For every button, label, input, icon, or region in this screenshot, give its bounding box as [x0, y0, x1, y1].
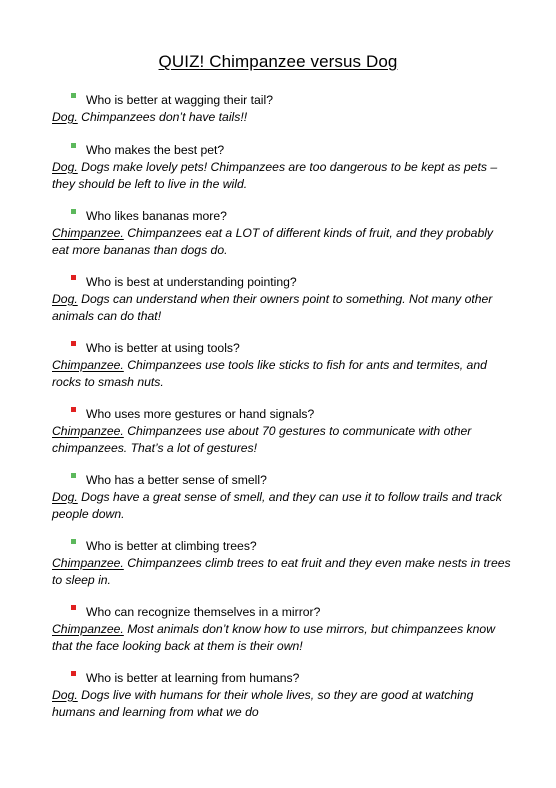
question-text: Who is better at wagging their tail? [86, 93, 273, 107]
answer-text [52, 159, 512, 192]
answer-explanation: Chimpanzees eat a LOT of different kinds of fruit, and they probably eat more bananas than dogs do. [52, 226, 494, 257]
answer-text [52, 555, 512, 588]
question-row [52, 472, 512, 488]
answer-explanation: Dogs can understand when their owners point to something. Not many other animals can do that! [52, 292, 493, 323]
answer-text [52, 423, 512, 456]
answer-label: Dog. [52, 110, 78, 124]
green-square-bullet-icon [71, 93, 76, 98]
answer-text [52, 621, 512, 654]
answer-text [52, 687, 512, 720]
qa-item-3 [52, 208, 512, 258]
qa-item-8 [52, 538, 512, 588]
answer-text [52, 109, 512, 126]
question-text: Who is better at climbing trees? [86, 539, 257, 553]
qa-item-9 [52, 604, 512, 654]
answer-label: Chimpanzee. [52, 622, 124, 636]
question-text: Who is better at learning from humans? [86, 671, 300, 685]
answer-label: Dog. [52, 292, 78, 306]
answer-label: Chimpanzee. [52, 424, 124, 438]
answer-text [52, 291, 512, 324]
red-square-bullet-icon [71, 341, 76, 346]
answer-explanation: Dogs make lovely pets! Chimpanzees are too dangerous to be kept as pets – they should be left to live in the wild. [52, 160, 498, 191]
question-text: Who has a better sense of smell? [86, 473, 267, 487]
green-square-bullet-icon [71, 539, 76, 544]
green-square-bullet-icon [71, 473, 76, 478]
question-text: Who is best at understanding pointing? [86, 275, 297, 289]
answer-label: Chimpanzee. [52, 226, 124, 240]
red-square-bullet-icon [71, 407, 76, 412]
question-text: Who makes the best pet? [86, 143, 225, 157]
answer-label: Dog. [52, 490, 78, 504]
answer-explanation: Most animals don’t know how to use mirrors, but chimpanzees know that the face looking back at them is their own! [52, 622, 496, 653]
answer-label: Dog. [52, 688, 78, 702]
answer-explanation: Chimpanzees climb trees to eat fruit and they even make nests in trees to sleep in. [52, 556, 511, 587]
qa-item-5 [52, 340, 512, 390]
page-title: QUIZ! Chimpanzee versus Dog [158, 52, 398, 71]
answer-label: Dog. [52, 160, 78, 174]
qa-item-7 [52, 472, 512, 522]
answer-explanation: Chimpanzees use tools like sticks to fish for ants and termites, and rocks to smash nuts. [52, 358, 487, 389]
answer-explanation: Chimpanzees don’t have tails!! [77, 110, 248, 124]
question-row [52, 142, 512, 158]
answer-text [52, 225, 512, 258]
answer-explanation: Chimpanzees use about 70 gestures to communicate with other chimpanzees. That’s a lot of gestures! [52, 424, 472, 455]
question-row [52, 274, 512, 290]
question-row [52, 92, 512, 108]
question-text: Who can recognize themselves in a mirror? [86, 605, 321, 619]
answer-text [52, 357, 512, 390]
red-square-bullet-icon [71, 605, 76, 610]
red-square-bullet-icon [71, 275, 76, 280]
question-row [52, 538, 512, 554]
question-text: Who likes bananas more? [86, 209, 227, 223]
qa-item-4 [52, 274, 512, 324]
question-row [52, 340, 512, 356]
question-row [52, 604, 512, 620]
qa-item-10 [52, 670, 512, 720]
question-text: Who is better at using tools? [86, 341, 240, 355]
question-row [52, 406, 512, 422]
green-square-bullet-icon [71, 209, 76, 214]
qa-item-6 [52, 406, 512, 456]
answer-explanation: Dogs live with humans for their whole lives, so they are good at watching humans and learning from what we do [52, 688, 474, 719]
qa-item-2 [52, 142, 512, 192]
question-row [52, 670, 512, 686]
answer-text [52, 489, 512, 522]
answer-explanation: Dogs have a great sense of smell, and they can use it to follow trails and track people down. [52, 490, 502, 521]
answer-label: Chimpanzee. [52, 358, 124, 372]
question-text: Who uses more gestures or hand signals? [86, 407, 315, 421]
green-square-bullet-icon [71, 143, 76, 148]
red-square-bullet-icon [71, 671, 76, 676]
answer-label: Chimpanzee. [52, 556, 124, 570]
question-row [52, 208, 512, 224]
qa-item-1 [52, 92, 512, 126]
